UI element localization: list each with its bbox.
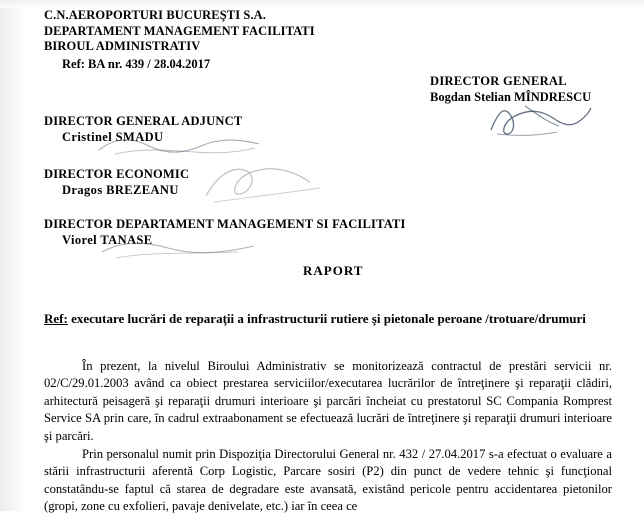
reference-number: Ref: BA nr. 439 / 28.04.2017 [62,57,211,71]
scan-edge-shadow-left [0,0,26,511]
handwritten-signature-director-general [485,100,595,142]
director-general-adjunct-name: Cristinel SMADU [62,130,164,144]
director-departament-name: Viorel TANASE [62,233,153,247]
handwritten-signature-director-economic [200,158,330,206]
body-paragraph: În prezent, la nivelul Biroului Administrativ se monitorizează contractul de prestări servicii nr. 02/C/29.01.2003 având ca obiect prestarea serviciilor/executarea lucrărilor de întreţinere şi reparaţii clădiri, arhitectură peisageră şi reparaţii drumuri interioare şi parcări încheiat cu prestatorul SC Compania Romprest Service SA prin care, în cadrul extraabonament se efectuează lucrări de întreţinere şi reparaţii drumuri interioare şi parcări. [44,359,612,443]
signature-block-director-general [430,73,591,105]
document-body [44,358,612,516]
document-type-title: RAPORT [303,263,364,278]
signature-block-director-general-adjunct [44,113,242,145]
document-subject [44,308,610,329]
director-general-adjunct-title: DIRECTOR GENERAL ADJUNCT [44,114,243,128]
company-header [44,8,315,55]
director-economic-name: Dragos BREZEANU [62,183,179,197]
director-economic-title: DIRECTOR ECONOMIC [44,167,190,181]
director-departament-title: DIRECTOR DEPARTAMENT MANAGEMENT SI FACILITATI [44,217,406,231]
director-general-title: DIRECTOR GENERAL [430,74,567,88]
department-name: DEPARTAMENT MANAGEMENT FACILITATI [44,23,315,38]
subject-label: Ref: [44,311,68,326]
director-general-name: Bogdan Stelian MÎNDRESCU [430,90,592,104]
subject-text: executare lucrări de reparaţii a infrastructurii rutiere şi pietonale peroane /trotuare/drumuri [67,311,586,326]
body-paragraph: Prin personalul numit prin Dispoziţia Directorului General nr. 432 / 27.04.2017 s-a efectuat o evaluare a stării infrastructurii aferentă Corp Logistic, Parcare sosiri (P2) din punct de vedere tehnic şi funcţional constatându-se faptul că starea de degradare este avansată, existând pericole pentru accidentarea pietonilor (gropi, zone cu exfolieri, pavaje denivelate, etc.) iar în ceea ce [44,447,612,514]
signature-block-director-departament [44,216,406,248]
company-name: C.N.AEROPORTURI BUCUREŞTI S.A. [44,8,267,22]
scan-edge-shadow-top [0,0,644,8]
office-name: BIROUL ADMINISTRATIV [44,39,201,53]
signature-block-director-economic [44,166,189,198]
